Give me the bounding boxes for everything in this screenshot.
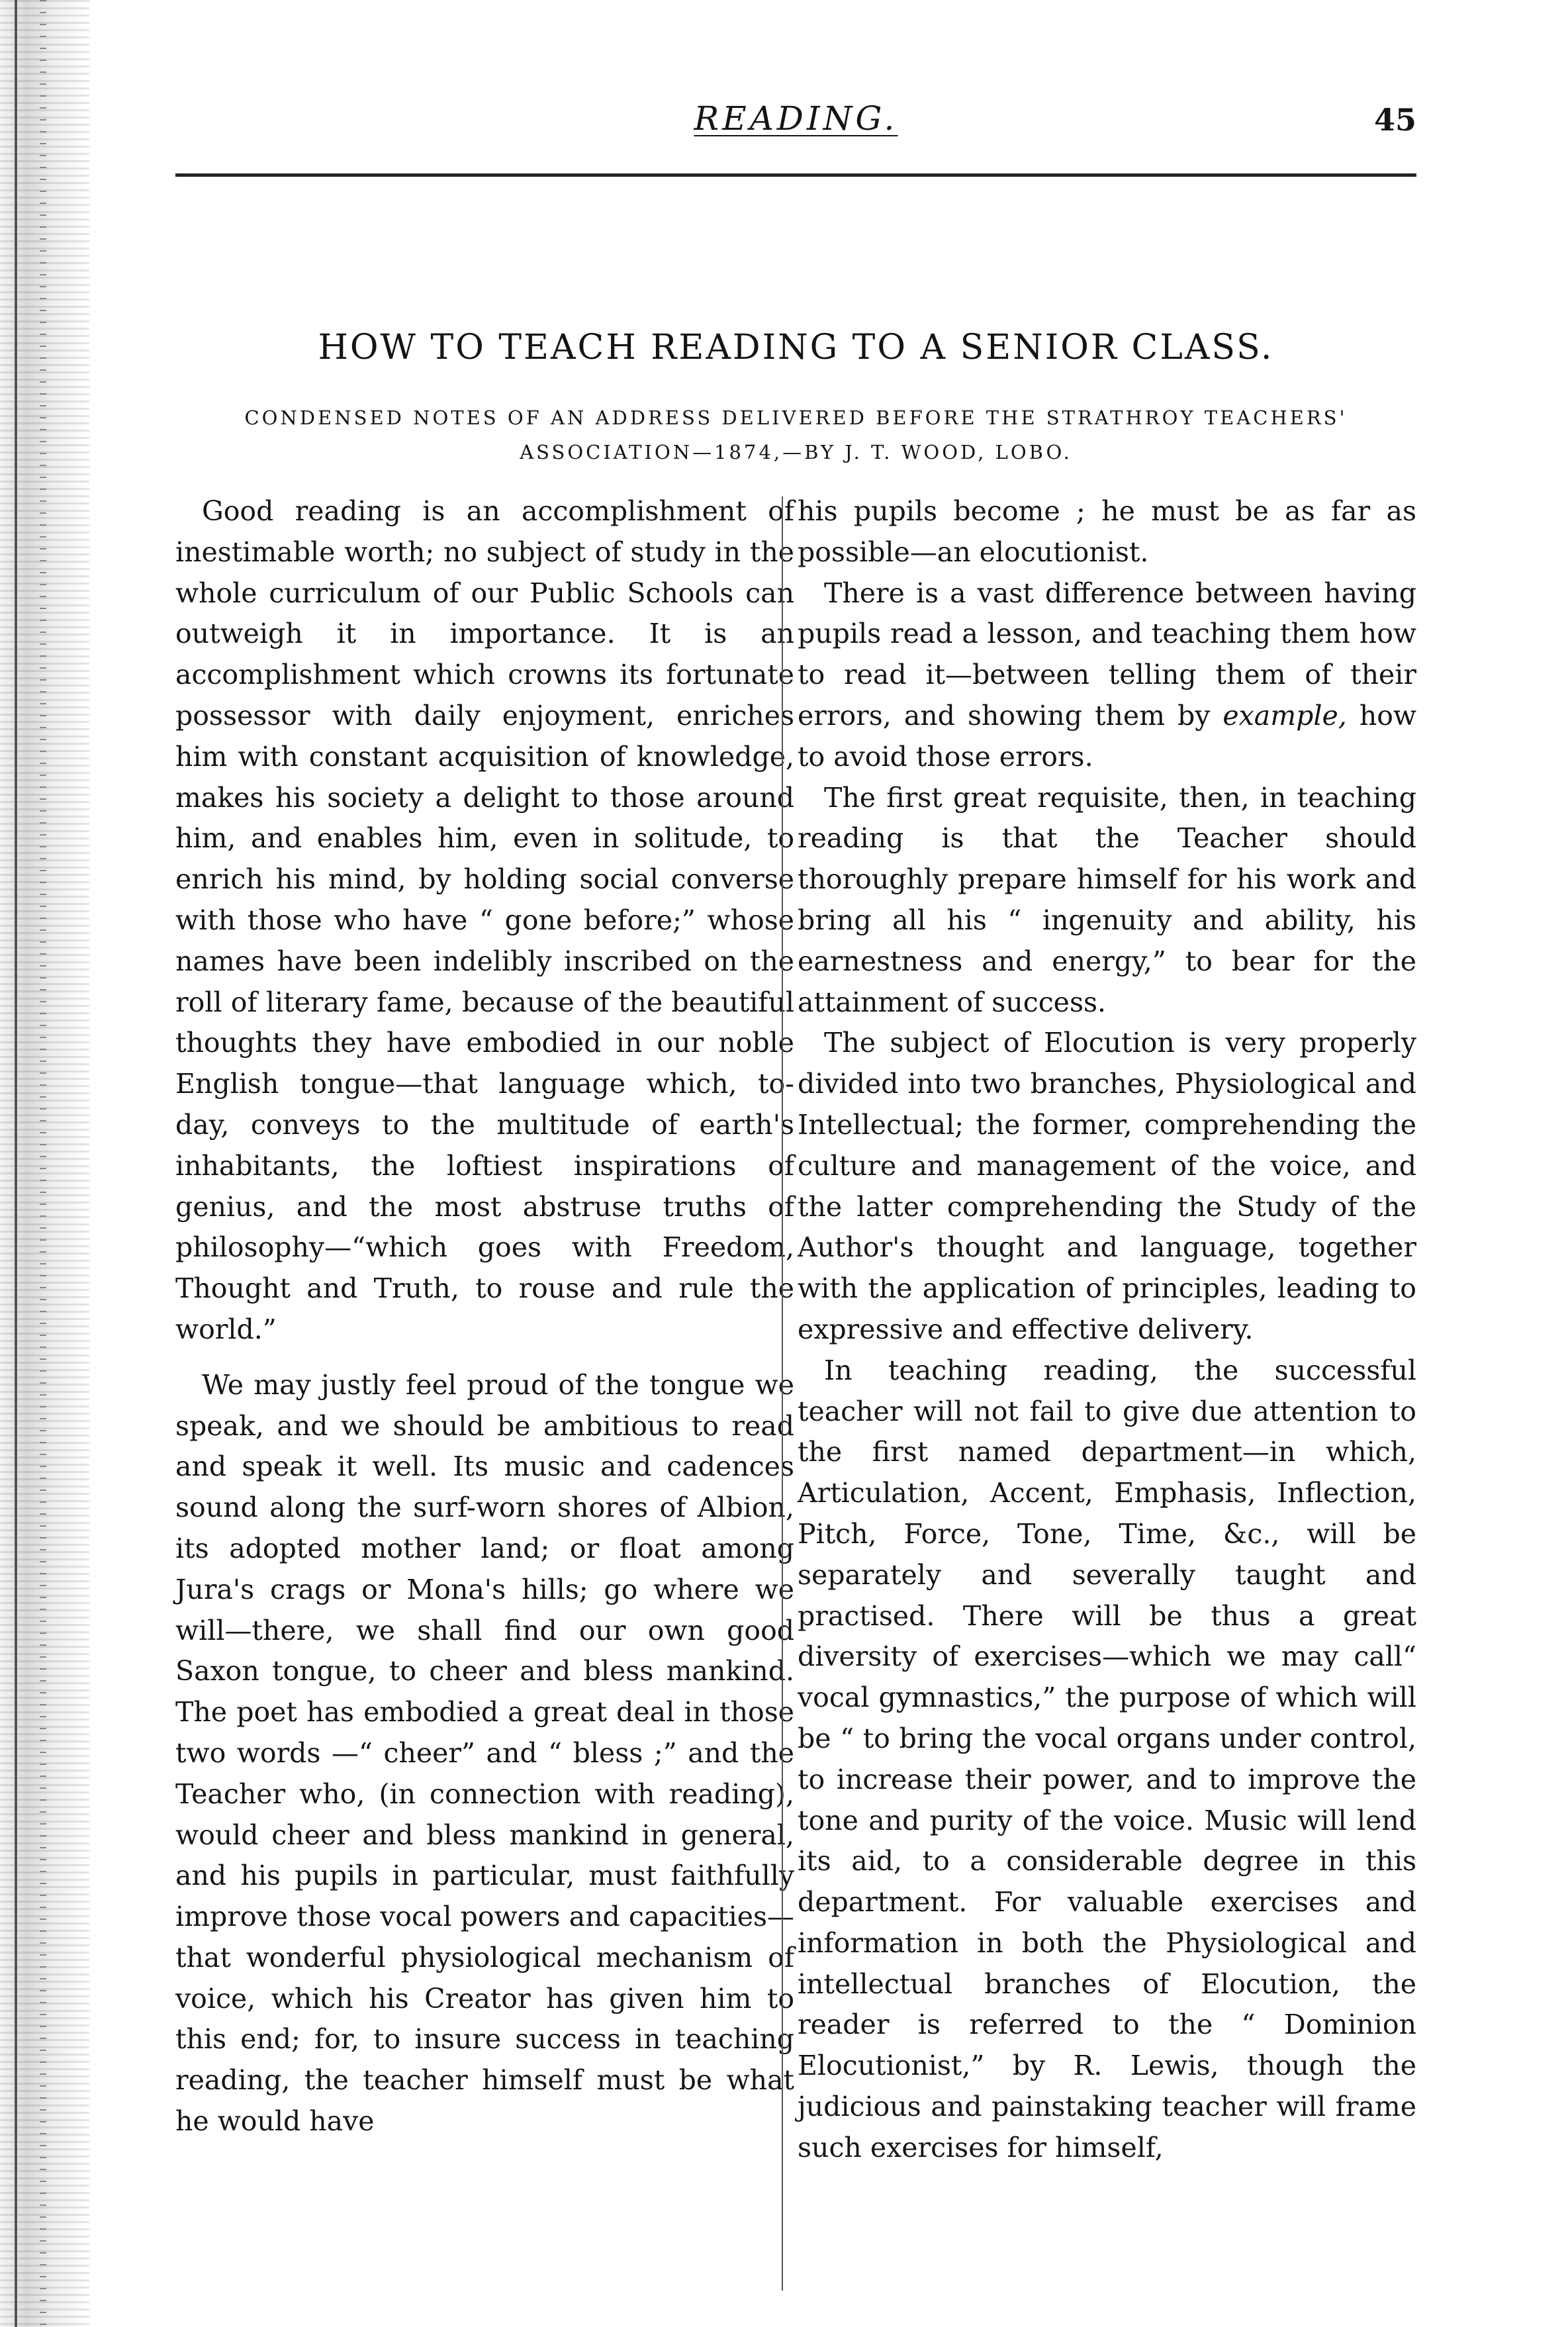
page-number: 45 <box>1373 102 1416 138</box>
running-head <box>175 93 1416 146</box>
paragraph: We may justly feel proud of the tongue we speak, and we should be ambitious to read and speak it well. Its music and cadences sound along the surf-worn shores of Albion, its adopted mother land; or float among Jura's crags or Mona's hills; go where we will—there, we shall find our own good Saxon tongue, to cheer and bless mankind. The poet has embodied a great deal in those two words —“ cheer” and “ bless ;” and the Teacher who, (in connection with reading), would cheer and bless mankind in general, and his pupils in particular, must faithfully improve those vocal powers and capacities—that wonderful physiological mechanism of voice, which his Creator has given him to this end; for, to insure success in teaching reading, the teacher himself must be what he would have <box>175 1368 794 2138</box>
paragraph: The first great requisite, then, in teaching reading is that the Teacher should thoroughly prepare himself for his work and bring all his “ ingenuity and ability, his earnestness and energy,” to bear for the attainment of success. <box>798 781 1416 1018</box>
paragraph-continued: his pupils become ; he must be as far as possible—an elocutionist. <box>798 495 1416 568</box>
subtitle-line-1: CONDENSED NOTES OF AN ADDRESS DELIVERED BEFORE THE STRATHROY TEACHERS' <box>244 406 1348 429</box>
left-column <box>175 491 794 2142</box>
paragraph-text: how to avoid those errors. <box>798 699 1416 773</box>
binding-stitching <box>40 0 46 2327</box>
paragraph: In teaching reading, the successful teacher will not fail to give due attention to the first named department—in which, Articulation, Accent, Emphasis, Inflection, Pitch, Force, Tone, Time, &c., will be separately and severally taught and practised. There will be thus a great diversity of exercises—which we may call“ vocal gymnastics,” the purpose of which will be “ to bring the vocal organs under control, to increase their power, and to improve the tone and purity of the voice. Music will lend its aid, to a considerable degree in this department. For valuable exercises and information in both the Physiological and intellectual branches of Elocution, the reader is referred to the “ Dominion Elocutionist,” by R. Lewis, though the judicious and painstaking teacher will frame such exercises for himself, <box>798 1354 1416 2163</box>
running-title: READING. <box>694 99 898 138</box>
right-column <box>798 491 1416 2169</box>
column-divider <box>782 497 783 2291</box>
paragraph: Good reading is an accomplishment of inestimable worth; no subject of study in the whole curriculum of our Public Schools can outweigh it in importance. It is an accomplishment which crowns its fortunate possessor with daily enjoyment, enriches him with constant acquisition of knowledge, makes his society a delight to those around him, and enables him, even in solitude, to enrich his mind, by holding social converse with those who have “ gone before;” whose names have been indelibly inscribed on the roll of literary fame, because of the beautiful thoughts they have embodied in our noble English tongue—that language which, to-day, conveys to the multitude of earth's inhabitants, the loftiest inspirations of genius, and the most abstruse truths of philosophy—“which goes with Freedom, Thought and Truth, to rouse and rule the world.” <box>175 495 794 1345</box>
emphasis-text: example, <box>1222 699 1347 732</box>
article-subtitle <box>175 401 1416 469</box>
binding-line <box>15 0 17 2327</box>
header-rule <box>175 173 1416 177</box>
paragraph-text: There is a vast difference between having pupils read a lesson, and teaching them how to read it—between telling them of their errors, and showing them by <box>798 577 1416 732</box>
paragraph: The subject of Elocution is very properly divided into two branches, Physiological and Intellectual; the former, comprehending the culture and management of the voice, and the latter comprehending the Study of the Author's thought and language, together with the application of principles, leading to expressive and effective delivery. <box>798 1027 1416 1345</box>
article-title: HOW TO TEACH READING TO A SENIOR CLASS. <box>318 328 1274 367</box>
subtitle-line-2: ASSOCIATION—1874,—BY J. T. WOOD, LOBO. <box>520 441 1072 463</box>
paragraph <box>798 573 1416 778</box>
